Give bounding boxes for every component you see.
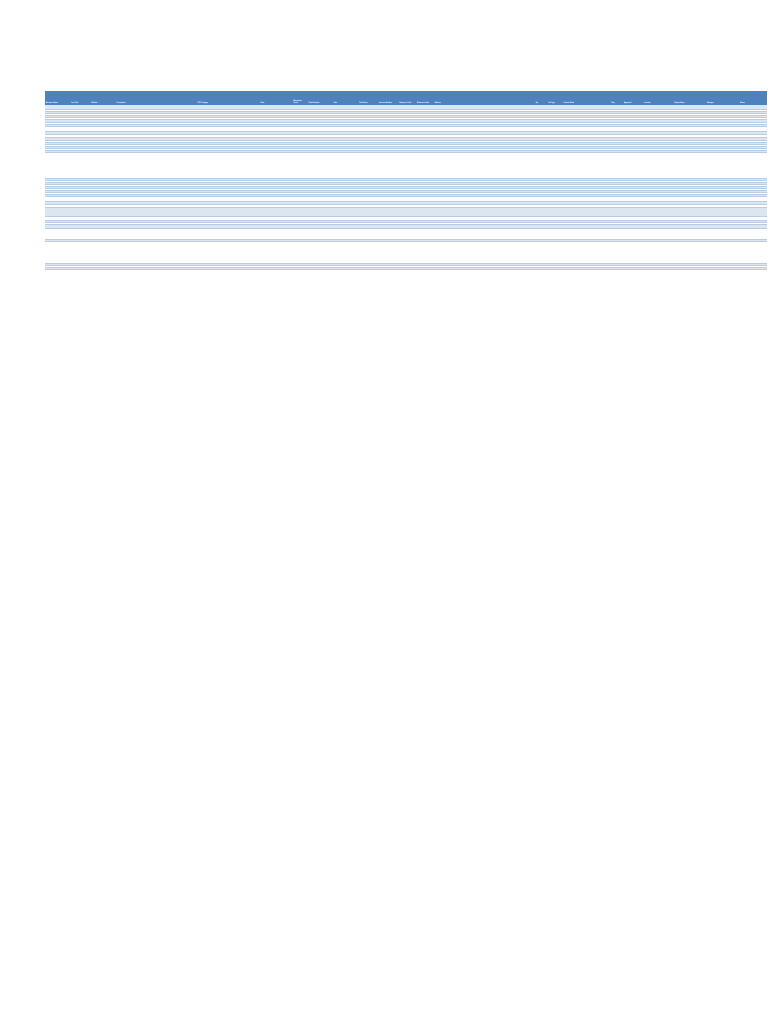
- table-cell[interactable]: [706, 228, 739, 239]
- table-header: [45, 91, 767, 105]
- table-cell[interactable]: [378, 267, 398, 269]
- table-row[interactable]: [45, 152, 767, 178]
- column-header[interactable]: Address: [434, 91, 535, 105]
- table-cell[interactable]: [196, 241, 259, 263]
- table-cell[interactable]: [416, 267, 434, 269]
- column-header[interactable]: CPD Category: [196, 91, 259, 105]
- table-cell[interactable]: [116, 267, 197, 269]
- table-cell[interactable]: [547, 152, 562, 178]
- table-cell[interactable]: [673, 207, 706, 216]
- table-cell[interactable]: [292, 207, 307, 216]
- table-cell[interactable]: [739, 241, 767, 263]
- table-cell[interactable]: [292, 228, 307, 239]
- table-cell[interactable]: [416, 228, 434, 239]
- table-cell[interactable]: [643, 207, 673, 216]
- table-cell[interactable]: [45, 207, 70, 216]
- table-cell[interactable]: [416, 207, 434, 216]
- table-row[interactable]: [45, 228, 767, 239]
- table-cell[interactable]: [547, 267, 562, 269]
- column-header[interactable]: Zip: [535, 91, 548, 105]
- table-cell[interactable]: [610, 241, 623, 263]
- table-cell[interactable]: [739, 207, 767, 216]
- table-cell[interactable]: [434, 267, 535, 269]
- table-cell[interactable]: [547, 228, 562, 239]
- table-cell[interactable]: [116, 241, 197, 263]
- column-header[interactable]: Contact Email: [562, 91, 610, 105]
- table-cell[interactable]: [416, 241, 434, 263]
- column-header[interactable]: Reference Code: [416, 91, 434, 105]
- table-cell[interactable]: [70, 152, 90, 178]
- table-cell[interactable]: [70, 241, 90, 263]
- column-header[interactable]: Approved: [623, 91, 643, 105]
- table-cell[interactable]: [610, 207, 623, 216]
- table-cell[interactable]: [260, 267, 293, 269]
- table-cell[interactable]: [45, 267, 70, 269]
- table-cell[interactable]: [308, 152, 333, 178]
- table-cell[interactable]: [70, 228, 90, 239]
- table-cell[interactable]: [333, 152, 358, 178]
- table-cell[interactable]: [398, 267, 416, 269]
- table-cell[interactable]: [196, 267, 259, 269]
- table-cell[interactable]: [70, 267, 90, 269]
- table-cell[interactable]: [535, 241, 548, 263]
- table-cell[interactable]: [292, 241, 307, 263]
- table-cell[interactable]: [739, 152, 767, 178]
- table-cell[interactable]: [610, 152, 623, 178]
- table-row[interactable]: [45, 267, 767, 269]
- table-cell[interactable]: [434, 152, 535, 178]
- table-cell[interactable]: [90, 152, 115, 178]
- column-header[interactable]: Response Code: [398, 91, 416, 105]
- spreadsheet: [45, 91, 767, 270]
- table-cell[interactable]: [260, 241, 293, 263]
- column-header[interactable]: Manager: [706, 91, 739, 105]
- table-cell[interactable]: [547, 241, 562, 263]
- table-cell[interactable]: [116, 228, 197, 239]
- column-header[interactable]: Account Number: [378, 91, 398, 105]
- table-cell[interactable]: [333, 241, 358, 263]
- column-header[interactable]: Status: [739, 91, 767, 105]
- table-cell[interactable]: [673, 241, 706, 263]
- column-header[interactable]: Location: [643, 91, 673, 105]
- column-header[interactable]: Attendance Count: [292, 91, 307, 105]
- table-cell[interactable]: [547, 207, 562, 216]
- table-cell[interactable]: [45, 228, 70, 239]
- column-header[interactable]: Flag: [610, 91, 623, 105]
- table-cell[interactable]: [260, 228, 293, 239]
- column-header[interactable]: Website: [90, 91, 115, 105]
- table-cell[interactable]: [434, 241, 535, 263]
- table-cell[interactable]: [260, 207, 293, 216]
- table-cell[interactable]: [308, 267, 333, 269]
- table-cell[interactable]: [260, 152, 293, 178]
- table-cell[interactable]: [706, 241, 739, 263]
- table-cell[interactable]: [535, 152, 548, 178]
- column-header[interactable]: Ticket Number: [308, 91, 333, 105]
- table-cell[interactable]: [90, 207, 115, 216]
- column-header[interactable]: State: [260, 91, 293, 105]
- table-body: [45, 105, 767, 269]
- table-cell[interactable]: [623, 152, 643, 178]
- table-cell[interactable]: [623, 267, 643, 269]
- table-cell[interactable]: [562, 241, 610, 263]
- table-cell[interactable]: [398, 152, 416, 178]
- table-cell[interactable]: [45, 152, 70, 178]
- table-cell[interactable]: [90, 228, 115, 239]
- table-cell[interactable]: [70, 207, 90, 216]
- table-cell[interactable]: [90, 241, 115, 263]
- table-cell[interactable]: [333, 267, 358, 269]
- table-cell[interactable]: [673, 228, 706, 239]
- table-cell[interactable]: [333, 207, 358, 216]
- table-cell[interactable]: [416, 152, 434, 178]
- table-cell[interactable]: [358, 241, 378, 263]
- table-cell[interactable]: [643, 267, 673, 269]
- table-cell[interactable]: [562, 228, 610, 239]
- table-cell[interactable]: [623, 228, 643, 239]
- table-row[interactable]: [45, 241, 767, 263]
- table-cell[interactable]: [643, 241, 673, 263]
- table-cell[interactable]: [673, 267, 706, 269]
- table-cell[interactable]: [610, 267, 623, 269]
- table-cell[interactable]: [739, 228, 767, 239]
- column-header[interactable]: Business Name: [45, 91, 70, 105]
- table-cell[interactable]: [643, 152, 673, 178]
- table-cell[interactable]: [358, 207, 378, 216]
- table-cell[interactable]: [623, 207, 643, 216]
- table-cell[interactable]: [398, 207, 416, 216]
- table-cell[interactable]: [196, 207, 259, 216]
- table-cell[interactable]: [196, 228, 259, 239]
- table-cell[interactable]: [116, 207, 197, 216]
- table-cell[interactable]: [706, 152, 739, 178]
- table-cell[interactable]: [90, 267, 115, 269]
- column-header[interactable]: Description: [116, 91, 197, 105]
- column-header[interactable]: Date: [333, 91, 358, 105]
- table-cell[interactable]: [643, 228, 673, 239]
- table-cell[interactable]: [434, 207, 535, 216]
- table-cell[interactable]: [196, 152, 259, 178]
- table-cell[interactable]: [45, 241, 70, 263]
- table-cell[interactable]: [398, 228, 416, 239]
- table-cell[interactable]: [535, 207, 548, 216]
- table-row[interactable]: [45, 207, 767, 216]
- table-cell[interactable]: [706, 207, 739, 216]
- table-cell[interactable]: [378, 241, 398, 263]
- table-cell[interactable]: [378, 152, 398, 178]
- table-cell[interactable]: [378, 207, 398, 216]
- table-cell[interactable]: [673, 152, 706, 178]
- table-cell[interactable]: [739, 267, 767, 269]
- column-header[interactable]: Tax Type: [547, 91, 562, 105]
- table-cell[interactable]: [562, 207, 610, 216]
- data-table: [45, 91, 767, 270]
- table-cell[interactable]: [308, 228, 333, 239]
- table-cell[interactable]: [292, 267, 307, 269]
- table-cell[interactable]: [535, 267, 548, 269]
- table-cell[interactable]: [358, 152, 378, 178]
- table-cell[interactable]: [378, 228, 398, 239]
- table-cell[interactable]: [535, 228, 548, 239]
- table-cell[interactable]: [562, 152, 610, 178]
- table-cell[interactable]: [623, 241, 643, 263]
- table-cell[interactable]: [610, 228, 623, 239]
- table-cell[interactable]: [333, 228, 358, 239]
- header-row: [45, 91, 767, 105]
- table-cell[interactable]: [358, 228, 378, 239]
- table-cell[interactable]: [434, 228, 535, 239]
- table-cell[interactable]: [706, 267, 739, 269]
- table-cell[interactable]: [308, 241, 333, 263]
- column-header[interactable]: Last Visit: [70, 91, 90, 105]
- table-cell[interactable]: [116, 152, 197, 178]
- column-header[interactable]: Total Hours: [358, 91, 378, 105]
- table-cell[interactable]: [308, 207, 333, 216]
- table-cell[interactable]: [358, 267, 378, 269]
- table-cell[interactable]: [562, 267, 610, 269]
- table-cell[interactable]: [398, 241, 416, 263]
- column-header[interactable]: Region Name: [673, 91, 706, 105]
- table-cell[interactable]: [292, 152, 307, 178]
